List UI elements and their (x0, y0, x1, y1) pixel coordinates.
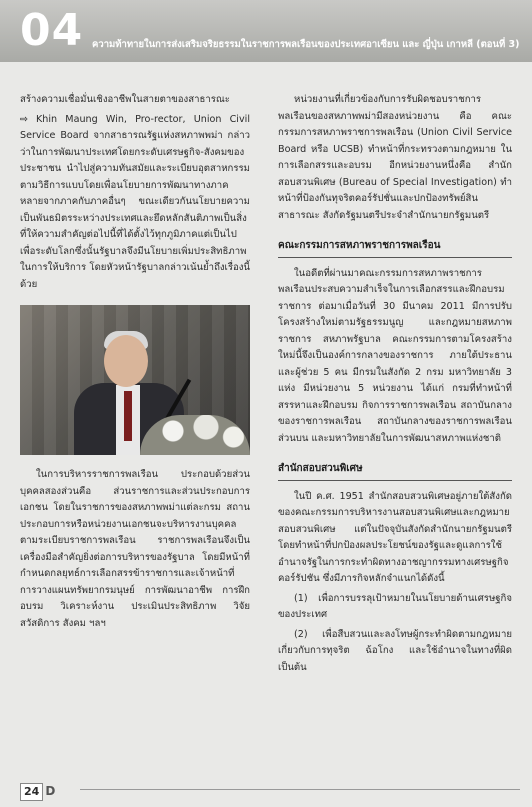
page-header (0, 0, 532, 62)
page-number: 24 (20, 783, 43, 801)
left-paragraph-1: สร้างความเชื่อมั่นเชิงอาชีพในสายตาของสาธารณะ (20, 94, 230, 105)
section-heading-ucsb: คณะกรรมการสหภาพราชการพลเรือน (278, 238, 512, 258)
chapter-number: 04 (20, 5, 84, 56)
right-list-item-1: (1) เพื่อการบรรลุเป้าหมายในนโยบายด้านเศรษฐกิจของประเทศ (278, 592, 512, 620)
right-column (278, 92, 512, 679)
running-title: ความท้าทายในการส่งเสริมจริยธรรมในราชการพลเรือนของประเทศอาเซียน และ ญี่ปุ่น เกาหลี (ตอนที่ 3) (92, 39, 520, 50)
footer-rule (80, 789, 520, 790)
left-paragraph-2-text: Khin Maung Win, Pro-rector, Union Civil Service Board จากสาธารณรัฐแห่งสหภาพพม่า กล่าวว่าในการพัฒนาประเทศโดยกระดับเศรษฐกิจ-สังคมของประชาชน นำไปสู่ความทันสมัยและระเบียบอุตสาหกรรมตามวิธีการแบบโดยเพื่อนโยบายการพัฒนาทางภาคหลายจากภาคกับภาคอื่นๆ ขณะเดียวกันนโยบายความเป็นพันธมิตรระหว่างประเทศและยึดหลักสันติภาพเป็นสิ่งที่ให้ความสำคัญต่อไปนี้ที่ได้ตั้งไว้ทุกภูมิภาคแต่เป็นไปเพื่อระดับโลกซึ่งนั้นรัฐบาลจึงมีนโยบายเพิ่มประสิทธิภาพในการให้บริการ โดยหัวหน้ารัฐบาลกล่าวเน้นย้ำถึงเรื่องนี้ด้วย (20, 113, 250, 290)
speaker-photo (20, 305, 250, 455)
right-paragraph-3: ในปี ค.ศ. 1951 สำนักสอบสวนพิเศษอยู่ภายใต้สังกัดของคณะกรรมการบริหารงานสอบสวนพิเศษและกฎหมายสอบสวนพิเศษ แต่ในปัจจุบันสังกัดสำนักนายกรัฐมนตรี โดยทำหน้าที่ปกป้องผลประโยชน์ของรัฐและดูแลการใช้อำนาจรัฐในการกระทำผิดทางอาชญากรรมทางเศรษฐกิจ คอร์รัปชัน ซึ่งมีภารกิจหลักจำแนกได้ดังนี้ (278, 490, 512, 584)
right-paragraph-1: หน่วยงานที่เกี่ยวข้องกับการรับผิดชอบราชการพลเรือนของสหภาพพม่ามีสองหน่วยงาน คือ คณะกรรมการสหภาพราชการพลเรือน (Union Civil Service Board หรือ UCSB) ทำหน้าที่กระทรวงตามกฎหมาย ในการเลือกสรรและอบรม อีกหน่วยงานหนึ่งคือ สำนักสอบสวนพิเศษ (Bureau of Special Investigation) ทำหน้าที่ป้องกันทุจริตคอร์รัปชั่นและปกป้องทรัพย์สินสาธารณะ สังกัดรัฐมนตรีประจำสำนักนายกรัฐมนตรี (278, 94, 512, 221)
arrow-bullet-icon: ⇨ (20, 113, 29, 125)
magazine-logo: D (45, 784, 56, 798)
left-paragraph-3: ในการบริหารราชการพลเรือน ประกอบด้วยส่วนบุคคลสองส่วนคือ ส่วนราชการและส่วนประกอบการเอกชน โดยในราชการของสหภาพพม่าแต่ละกรม สถานประกอบการหรือหน่วยงานเอกชนจะบริหารงานบุคคลตามระเบียบราชการพลเรือน ราชการพลเรือนจึงเป็นเครื่องมือสำคัญยิ่งต่อการบริหารของรัฐบาล โดยมีหน้าที่กำหนดกลยุทธ์การเลือกสรรข้าราชการและเจ้าหน้าที่ การวางแผนทรัพยากรมนุษย์ การพัฒนาอาชีพ การฝึกอบรม วิเคราะห์งาน ประเมินประสิทธิภาพ วิจัย สวัสดิการ สังคม ฯลฯ (20, 469, 250, 629)
page-footer (20, 780, 55, 798)
right-paragraph-2: ในอดีตที่ผ่านมาคณะกรรมการสหภาพราชการพลเรือนประสบความสำเร็จในการเลือกสรรและฝึกอบรมราชการ ต่อมาเมื่อวันที่ 30 มีนาคม 2011 มีการปรับโครงสร้างใหม่ตามรัฐธรรมนูญ และกฎหมายสหภาพราชการ สหภาพรัฐบาล คณะกรรมการตามโครงสร้างใหม่นี้จึงเป็นองค์การกลางของราชการ ภายใต้ประธานและผู้ช่วย 5 คน มีกรมในสังกัด 2 กรม มหาวิทยาลัย 3 แห่ง มีหน่วยงาน 5 หน่วยงาน ได้แก่ กรมที่ทำหน้าที่สรรหาและฝึกอบรม กิจการราชการพลเรือน สถาบันกลางของราชการพลเรือน สถาบันกลางของราชการพลเรือนส่วนบน และมหาวิทยาลัยในการพัฒนาสหภาพแห่งชาติ (278, 267, 512, 444)
left-paragraph-2 (20, 112, 250, 294)
left-column (20, 92, 250, 635)
right-list-item-2: (2) เพื่อสืบสวนและลงโทษผู้กระทำผิดตามกฎหมายเกี่ยวกับการทุจริต ฉ้อโกง และใช้อำนาจในทางที่ผิด เป็นต้น (278, 628, 512, 673)
section-heading-bsi: สำนักสอบสวนพิเศษ (278, 461, 512, 481)
